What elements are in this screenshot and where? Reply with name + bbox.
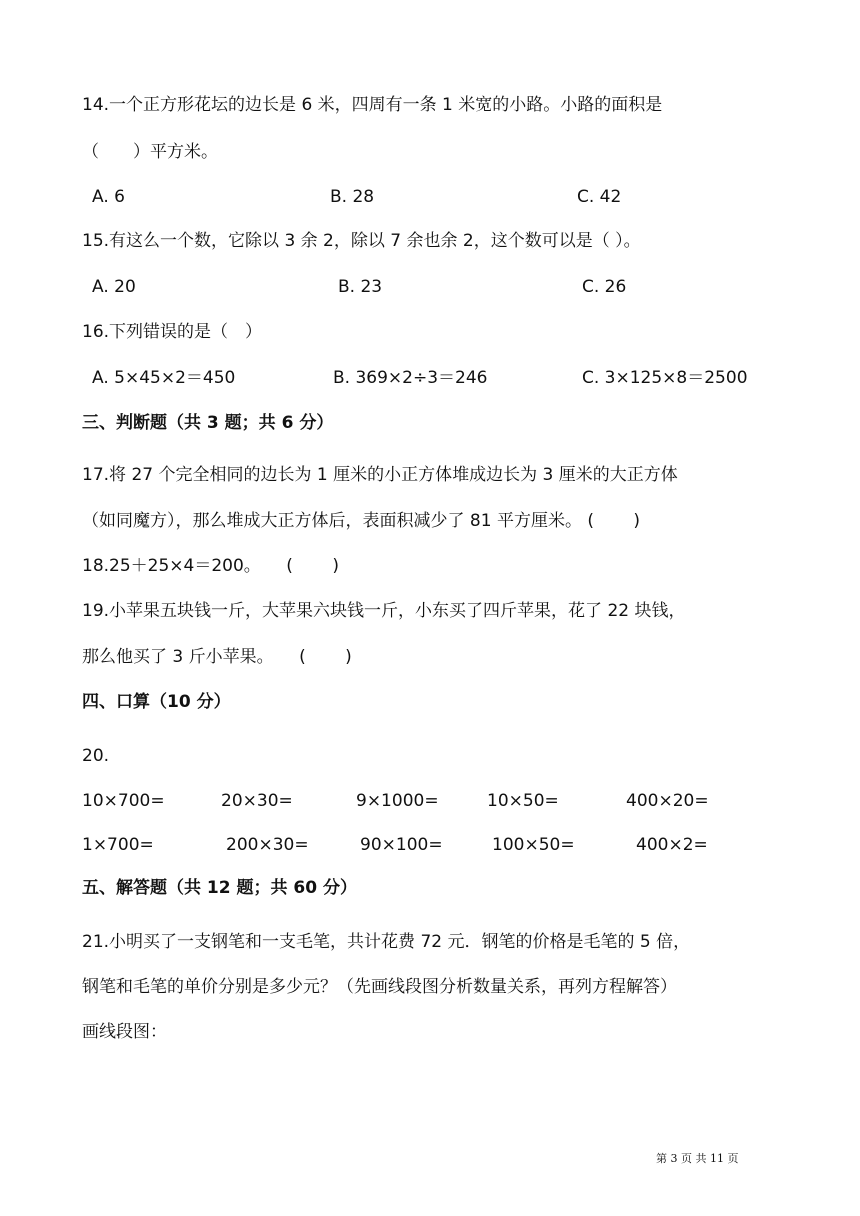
- q21-line2: 钢笔和毛笔的单价分别是多少元？（先画线段图分析数量关系，再列方程解答）: [82, 977, 677, 997]
- q14-option-b: B. 28: [330, 187, 375, 207]
- page-footer: 第 3 页 共 11 页: [656, 1152, 739, 1165]
- section-heading-mental-math: 四、口算（10 分）: [82, 692, 231, 712]
- q20-r1-c1: 10×700=: [82, 791, 165, 811]
- q20-r1-c2: 20×30=: [221, 791, 293, 811]
- q14-option-a: A. 6: [92, 187, 125, 207]
- q20-r2-c4: 100×50=: [492, 835, 575, 855]
- q18-text: 18.25＋25×4＝200。 ( ): [82, 556, 339, 576]
- q20-r1-c5: 400×20=: [626, 791, 709, 811]
- q20-r2-c5: 400×2=: [636, 835, 708, 855]
- q15-option-c: C. 26: [582, 277, 627, 297]
- q20-r1-c3: 9×1000=: [356, 791, 439, 811]
- q21-line1: 21.小明买了一支钢笔和一支毛笔，共计花费 72 元．钢笔的价格是毛笔的 5 倍，: [82, 932, 691, 952]
- q14-option-c: C. 42: [577, 187, 622, 207]
- q15-option-b: B. 23: [338, 277, 383, 297]
- q16-option-a: A. 5×45×2＝450: [92, 368, 236, 388]
- q20-label: 20.: [82, 746, 110, 766]
- q17-line2: （如同魔方），那么堆成大正方体后，表面积减少了 81 平方厘米。 ( ): [82, 511, 641, 531]
- q19-line2: 那么他买了 3 斤小苹果。 ( ): [82, 647, 352, 667]
- q17-line1: 17.将 27 个完全相同的边长为 1 厘米的小正方体堆成边长为 3 厘米的大正方体: [82, 465, 678, 485]
- q16-text: 16.下列错误的是（ ）: [82, 322, 263, 342]
- q20-r1-c4: 10×50=: [487, 791, 559, 811]
- q16-option-c: C. 3×125×8＝2500: [582, 368, 748, 388]
- q15-option-a: A. 20: [92, 277, 136, 297]
- section-heading-answer: 五、解答题（共 12 题；共 60 分）: [82, 878, 357, 898]
- q20-r2-c1: 1×700=: [82, 835, 154, 855]
- q19-line1: 19.小苹果五块钱一斤，大苹果六块钱一斤，小东买了四斤苹果，花了 22 块钱，: [82, 601, 686, 621]
- section-heading-judgement: 三、判断题（共 3 题；共 6 分）: [82, 413, 334, 433]
- q14-line1: 14.一个正方形花坛的边长是 6 米，四周有一条 1 米宽的小路。小路的面积是: [82, 95, 663, 115]
- q15-text: 15.有这么一个数，它除以 3 余 2，除以 7 余也余 2，这个数可以是（ ）。: [82, 231, 641, 251]
- q20-r2-c2: 200×30=: [226, 835, 309, 855]
- q20-r2-c3: 90×100=: [360, 835, 443, 855]
- q14-line2: （ ）平方米。: [82, 142, 218, 162]
- q16-option-b: B. 369×2÷3＝246: [333, 368, 488, 388]
- q21-line3: 画线段图：: [82, 1022, 167, 1042]
